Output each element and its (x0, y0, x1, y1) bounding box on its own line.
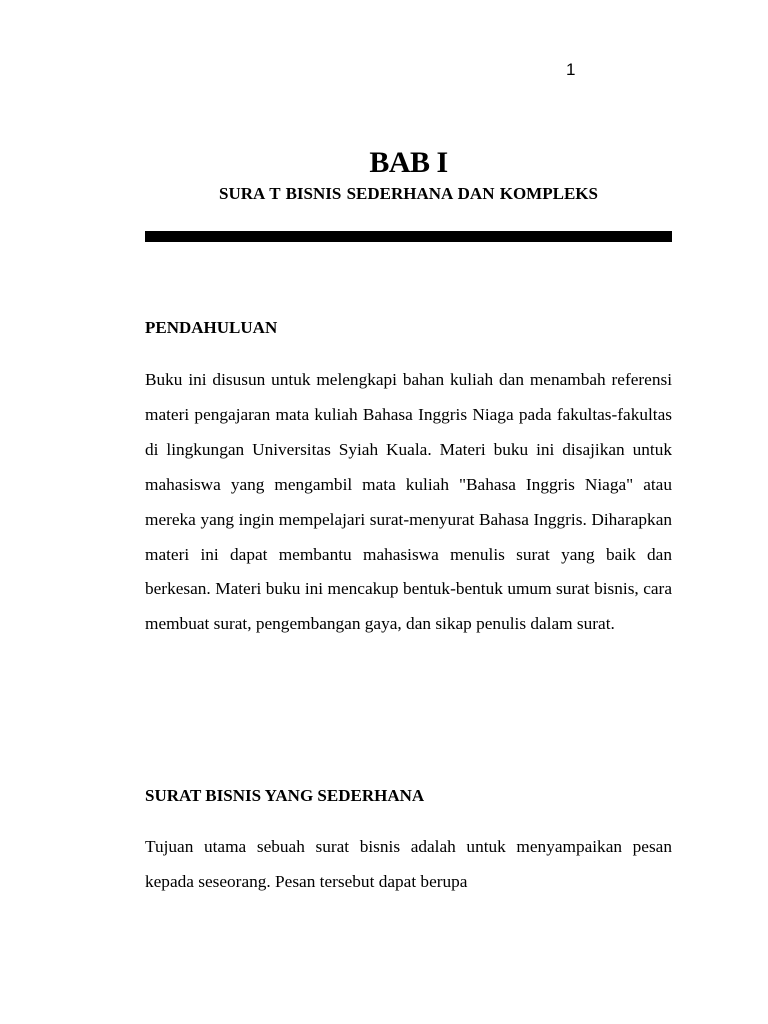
paragraph-surat-bisnis-sederhana: Tujuan utama sebuah surat bisnis adalah untuk menyampaikan pesan kepada seseorang. Pesan tersebut dapat berupa (145, 837, 672, 891)
section-heading-surat-bisnis-sederhana: SURAT BISNIS YANG SEDERHANA (145, 786, 425, 805)
section-heading-pendahuluan: PENDAHULUAN (145, 318, 278, 337)
paragraph-pendahuluan: Buku ini disusun untuk melengkapi bahan kuliah dan menambah referensi materi pengajaran mata kuliah Bahasa Inggris Niaga pada fakultas-fakultas di lingkungan Universitas Syiah Kuala. Materi buku ini disajikan untuk mahasiswa yang mengambil mata kuliah "Bahasa Inggris Niaga" atau mereka yang ingin mempelajari surat-menyurat Bahasa Inggris. Diharapkan materi ini dapat membantu mahasiswa menulis surat yang baik dan berkesan. Materi buku ini mencakup bentuk-bentuk umum surat bisnis, cara membuat surat, pengembangan gaya, dan sikap penulis dalam surat. (145, 370, 672, 634)
page-number: 1 (566, 60, 576, 79)
title-divider-rule (145, 231, 672, 242)
chapter-subtitle: SURA T BISNIS SEDERHANA DAN KOMPLEKS (219, 184, 598, 203)
chapter-title: BAB I (369, 146, 448, 179)
